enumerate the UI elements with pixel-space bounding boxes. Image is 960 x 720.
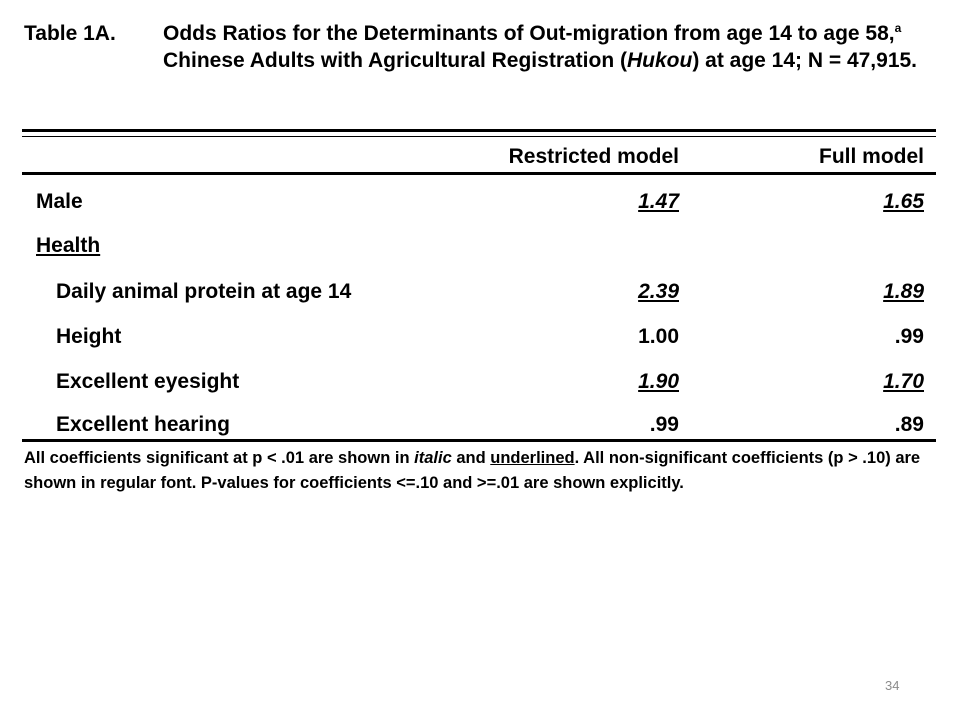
- table-footnote: [24, 446, 924, 496]
- cell-full: 1.89: [883, 280, 924, 303]
- table-label: Table 1A.: [24, 22, 116, 45]
- cell-full: .99: [894, 325, 924, 348]
- title-superscript: a: [894, 21, 902, 35]
- table-title: [163, 20, 943, 74]
- cell-full: 1.70: [883, 370, 924, 393]
- cell-restricted: 1.00: [638, 325, 679, 348]
- cell-restricted: 1.47: [638, 190, 679, 213]
- title-hukou: Hukou: [626, 49, 693, 72]
- cell-restricted: 1.90: [638, 370, 679, 393]
- title-part3: ) at age 14; N = 47,915.: [692, 49, 918, 72]
- table-header-rule: [22, 172, 936, 175]
- footnote-part3: . All non-significant coefficients (p > .10) are shown in regular font. P-values for coefficients <=.10 and >=.01 are shown explicitly.: [24, 449, 921, 492]
- footnote-part2: and: [451, 449, 491, 467]
- table-row-hearing: [0, 412, 960, 442]
- cell-restricted: 2.39: [638, 280, 679, 303]
- title-part1: Odds Ratios for the Determinants of Out-migration from age 14 to age 58,: [163, 22, 895, 45]
- table-row-height: [0, 324, 960, 354]
- row-label: Daily animal protein at age 14: [56, 280, 352, 303]
- row-label: Height: [56, 325, 122, 348]
- title-part2: Chinese Adults with Agricultural Registration (: [163, 49, 627, 72]
- table-bottom-rule: [22, 439, 936, 442]
- table-top-rule-thin: [22, 136, 936, 137]
- table-row-eyesight: [0, 369, 960, 399]
- row-label: Male: [36, 190, 83, 213]
- table-section-health: [0, 233, 960, 263]
- column-header-full: Full model: [819, 145, 924, 168]
- row-label: Excellent hearing: [56, 413, 230, 436]
- column-header-restricted: Restricted model: [508, 145, 679, 168]
- section-label: Health: [36, 234, 101, 257]
- cell-full: 1.65: [883, 190, 924, 213]
- footnote-underlined: underlined: [490, 449, 575, 467]
- cell-restricted: .99: [649, 413, 679, 436]
- table-row-male: [0, 189, 960, 219]
- footnote-part1: All coefficients significant at p < .01 are shown in: [24, 449, 415, 467]
- table-top-rule: [22, 129, 936, 132]
- table-row-protein: [0, 279, 960, 309]
- cell-full: .89: [894, 413, 924, 436]
- footnote-italic: italic: [414, 449, 452, 467]
- page-number: 34: [885, 678, 900, 693]
- row-label: Excellent eyesight: [56, 370, 240, 393]
